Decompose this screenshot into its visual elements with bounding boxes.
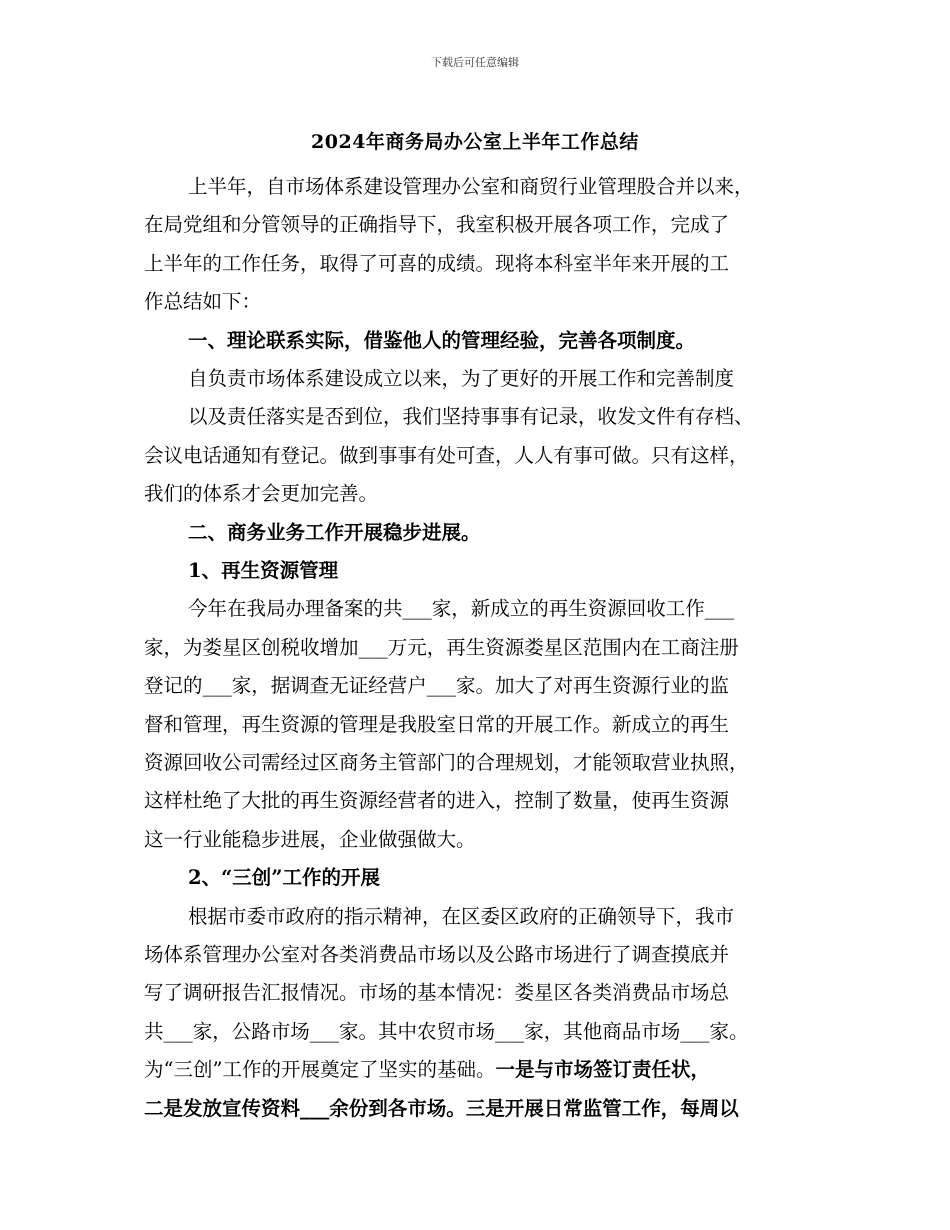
section-heading-line	[188, 866, 380, 890]
line-text: 二、商务业务工作开展稳步进展。	[188, 520, 481, 544]
line-text: 上半年的工作任务，取得了可喜的成绩。现将本科室半年来开展的工	[144, 251, 730, 275]
line-text: 我们的体系才会更加完善。	[144, 482, 379, 506]
line-text: 这一行业能稳步进展，企业做强做大。	[144, 827, 476, 851]
paragraph-line	[144, 290, 261, 314]
paragraph-line	[144, 636, 739, 660]
line-text: 1、再生资源管理	[188, 559, 339, 582]
line-text: 这样杜绝了大批的再生资源经营者的进入，控制了数量，使再生资源	[144, 789, 730, 813]
line-text: 根据市委市政府的指示精神，在区委区政府的正确领导下，我市	[188, 904, 735, 928]
paragraph-line	[188, 367, 734, 391]
paragraph-line	[188, 597, 734, 621]
paragraph-line	[144, 674, 729, 698]
line-text: 自负责市场体系建设成立以来，为了更好的开展工作和完善制度	[188, 367, 735, 390]
section-heading-line	[188, 521, 481, 545]
section-heading-line	[188, 329, 695, 353]
line-text: 今年在我局办理备案的共___家，新成立的再生资源回收工作___	[188, 597, 735, 621]
line-text: 一、理论联系实际，借鉴他人的管理经验，完善各项制度。	[188, 328, 696, 352]
line-text: 场体系管理办公室对各类消费品市场以及公路市场进行了调查摸底并	[144, 943, 730, 966]
document-title: 2024年商务局办公室上半年工作总结	[311, 131, 639, 153]
line-text: 以及责任落实是否到位，我们坚持事事有记录，收发文件有存档、	[188, 405, 754, 429]
line-text: 共___家，公路市场___家。其中农贸市场___家，其他商品市场___家。	[144, 1019, 749, 1043]
paragraph-line	[144, 444, 749, 468]
paragraph-line	[188, 175, 754, 199]
line-text: 在局党组和分管领导的正确指导下，我室积极开展各项工作，完成了	[144, 213, 730, 237]
paragraph-line	[144, 252, 729, 276]
paragraph-line	[144, 213, 729, 237]
line-text: 写了调研报告汇报情况。市场的基本情况：娄星区各类消费品市场总	[144, 981, 730, 1005]
line-text: 为“三创”工作的开展奠定了坚实的基础。	[144, 1058, 496, 1082]
paragraph-line	[144, 482, 378, 506]
paragraph-line	[144, 981, 729, 1005]
paragraph-line	[144, 828, 476, 852]
paragraph-line	[144, 1058, 710, 1082]
paragraph-line	[188, 905, 734, 929]
line-text: 登记的___家，据调查无证经营户___家。加大了对再生资源行业的监	[144, 674, 730, 698]
line-text: 资源回收公司需经过区商务主管部门的合理规划，才能领取营业执照，	[144, 751, 749, 774]
paragraph-line	[188, 405, 754, 429]
section-heading-line	[188, 559, 338, 583]
paragraph-line	[144, 943, 729, 967]
line-text: 上半年，自市场体系建设管理办公室和商贸行业管理股合并以来，	[188, 175, 754, 198]
line-text: 2、“三创”工作的开展	[188, 866, 381, 890]
section-heading-line	[144, 1097, 739, 1121]
line-text: 会议电话通知有登记。做到事事有处可查，人人有事可做。只有这样，	[144, 443, 749, 467]
paragraph-line	[144, 1020, 749, 1044]
line-text: 督和管理，再生资源的管理是我股室日常的开展工作。新成立的再生	[144, 712, 730, 736]
header-note: 下载后可任意编辑	[431, 56, 519, 69]
paragraph-line	[144, 713, 729, 737]
line-bold-tail: 一是与市场签订责任状，	[495, 1058, 710, 1082]
line-text: 作总结如下：	[144, 290, 262, 314]
line-text: 家，为娄星区创税收增加___万元，再生资源娄星区范围内在工商注册	[144, 635, 739, 659]
paragraph-line	[144, 789, 729, 813]
line-text: 二是发放宣传资料___余份到各市场。三是开展日常监管工作，每周以	[144, 1096, 739, 1120]
paragraph-line	[144, 751, 749, 775]
